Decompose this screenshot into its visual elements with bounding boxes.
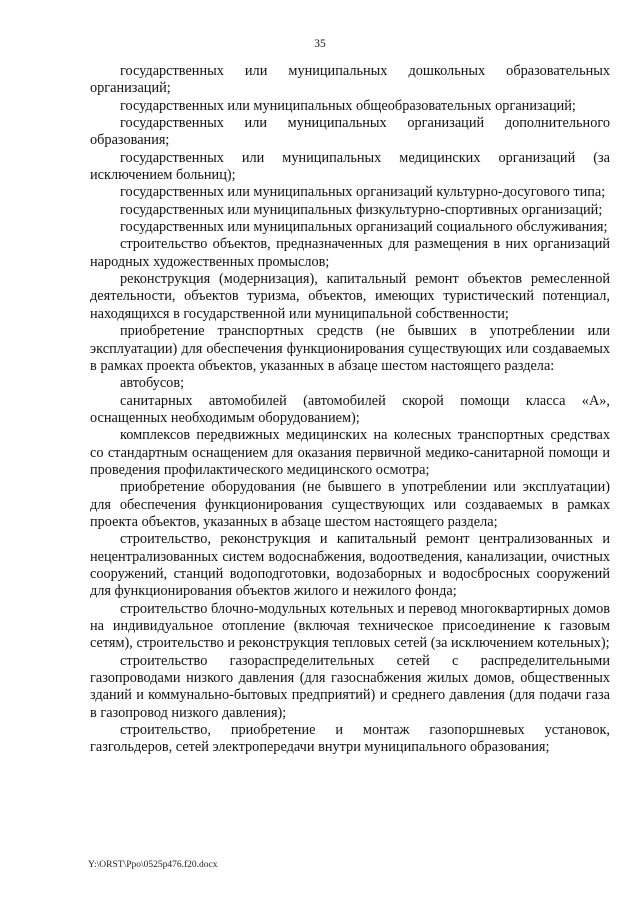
- page-number: 35: [314, 38, 326, 50]
- paragraph: государственных или муниципальных физкультурно-спортивных организаций;: [120, 201, 603, 218]
- paragraph: строительство объектов, предназначенных для размещения в них организаций народных художественных промыслов;: [90, 236, 610, 270]
- paragraph: санитарных автомобилей (автомобилей скорой помощи класса «А», оснащенных необходимым оборудованием);: [90, 392, 610, 426]
- footer-file-path: Y:\ORST\Ppo\0525p476.f20.docx: [88, 860, 218, 870]
- paragraph: государственных или муниципальных общеобразовательных организаций;: [120, 97, 576, 114]
- paragraph: государственных или муниципальных организаций дополнительного образования;: [90, 115, 610, 149]
- paragraph: строительство блочно-модульных котельных и перевод многоквартирных домов на индивидуальное отопление (включая техническое присоединение к газовым сетям), строительство и реконструкция тепловых сетей (за исключением котельных);: [90, 600, 610, 652]
- paragraph: государственных или муниципальных организаций культурно-досугового типа;: [120, 184, 606, 201]
- paragraph: строительство, реконструкция и капитальный ремонт централизованных и нецентрализованных систем водоснабжения, водоотведения, канализации, очистных сооружений, станций водоподготовки, водозаборных и водосбросных сооружений для функционирования объектов жилого и нежилого фонда;: [90, 531, 610, 600]
- paragraph: автобусов;: [120, 375, 185, 392]
- paragraph: приобретение транспортных средств (не бывших в употреблении или эксплуатации) для обеспечения функционирования существующих или создаваемых в рамках проекта объектов, указанных в абзаце шестом настоящего раздела:: [90, 323, 610, 374]
- paragraph: комплексов передвижных медицинских на колесных транспортных средствах со стандартным оснащением для оказания первичной медико-санитарной помощи и проведения профилактического медицинского осмотра;: [90, 427, 610, 478]
- paragraph: строительство газораспределительных сетей с распределительными газопроводами низкого давления (для газоснабжения жилых домов, общественных зданий и коммунально-бытовых предприятий) и среднего давления (для подачи газа в газопровод низкого давления);: [90, 652, 610, 721]
- paragraph: приобретение оборудования (не бывшего в употреблении или эксплуатации) для обеспечения функционирования существующих или создаваемых в рамках проекта объектов, указанных в абзаце шестом настоящего раздела;: [90, 479, 610, 530]
- paragraph: реконструкция (модернизация), капитальный ремонт объектов ремесленной деятельности, объектов туризма, объектов, имеющих туристический потенциал, находящихся в государственной или муниципальной собственности;: [90, 271, 610, 322]
- document-body: [90, 63, 610, 757]
- paragraph: государственных или муниципальных дошкольных образовательных организаций;: [90, 63, 610, 97]
- paragraph: государственных или муниципальных медицинских организаций (за исключением больниц);: [90, 149, 610, 184]
- paragraph: строительство, приобретение и монтаж газопоршневых установок, газгольдеров, сетей электропередачи внутри муниципального образования;: [90, 722, 610, 756]
- paragraph: государственных или муниципальных организаций социального обслуживания;: [120, 219, 608, 236]
